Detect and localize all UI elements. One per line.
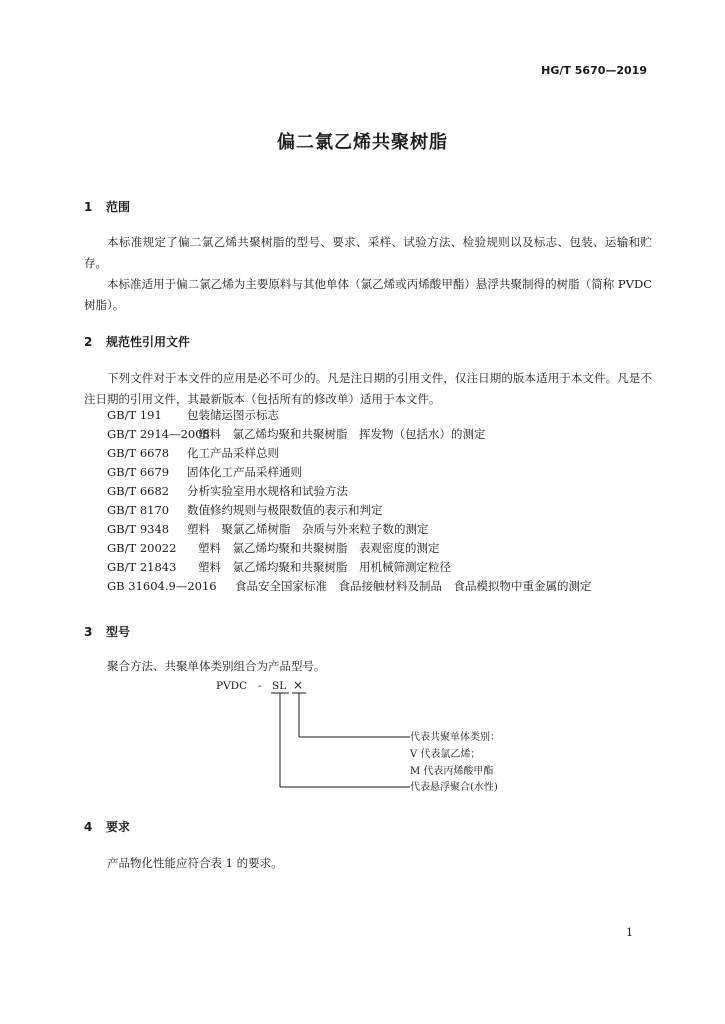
scope-paragraph-2: 本标准适用于偏二氯乙烯为主要原料与其他单体（氯乙烯或丙烯酸甲酯）悬浮共聚制得的树脂（简称 PVDC 树脂）。 [84, 277, 652, 312]
diagram-dash: - [258, 680, 262, 692]
section-title: 范围 [106, 200, 131, 214]
section-title: 型号 [106, 625, 131, 639]
diagram-placeholder-x: × [293, 678, 304, 692]
reference-title: 分析实验室用水规格和试验方法 [187, 484, 348, 498]
reference-item [107, 406, 592, 425]
section-4-heading [84, 818, 130, 835]
reference-item [107, 463, 592, 482]
reference-title: 塑料 氯乙烯均聚和共聚树脂 用机械筛测定粒径 [198, 560, 451, 574]
reference-item [107, 501, 592, 520]
reference-item [107, 577, 592, 596]
reference-list [107, 406, 592, 596]
diagram-sl: SL [272, 680, 287, 692]
page-title: 偏二氯乙烯共聚树脂 [277, 132, 448, 153]
section-number: 2 [84, 335, 93, 349]
page-number: 1 [626, 926, 633, 939]
scope-paragraph-1: 本标准规定了偏二氯乙烯共聚树脂的型号、要求、采样、试验方法、检验规则以及标志、包装、运输和贮存。 [84, 235, 652, 270]
reference-title: 塑料 氯乙烯均聚和共聚树脂 表观密度的测定 [198, 541, 440, 555]
reference-code: GB/T 6679 [107, 465, 170, 479]
reference-title: 化工产品采样总则 [187, 446, 279, 460]
reference-title: 固体化工产品采样通则 [187, 465, 302, 479]
model-designation-diagram [200, 675, 540, 800]
diagram-label-m: M 代表丙烯酸甲酯 [410, 766, 494, 777]
reference-code: GB/T 20022 [107, 541, 177, 555]
reference-title: 塑料 氯乙烯均聚和共聚树脂 挥发物（包括水）的测定 [198, 427, 486, 441]
section-number: 4 [84, 820, 93, 834]
reference-code: GB/T 2914—2008 [107, 427, 210, 441]
reference-item [107, 444, 592, 463]
reference-title: 数值修约规则与极限数值的表示和判定 [187, 503, 383, 517]
section-3-heading [84, 623, 130, 640]
reference-code: GB/T 8170 [107, 503, 170, 517]
reference-title: 塑料 聚氯乙烯树脂 杂质与外来粒子数的测定 [187, 522, 429, 536]
reference-title: 食品安全国家标准 食品接触材料及制品 食品模拟物中重金属的测定 [235, 579, 592, 593]
section-number: 1 [84, 200, 93, 214]
requirements-text: 产品物化性能应符合表 1 的要求。 [107, 856, 283, 870]
document-code: HG/T 5670—2019 [541, 64, 647, 77]
reference-item [107, 520, 592, 539]
section-number: 3 [84, 625, 93, 639]
reference-code: GB/T 6678 [107, 446, 170, 460]
diagram-prefix-pvdc: PVDC [216, 680, 248, 692]
diagram-label-v: V 代表氯乙烯； [410, 749, 481, 760]
section-2-heading [84, 333, 190, 350]
diagram-label-monomer: 代表共聚单体类别： [410, 732, 500, 743]
refs-intro-paragraph: 下列文件对于本文件的应用是必不可少的。凡是注日期的引用文件，仅注日期的版本适用于本文件。凡是不注日期的引用文件，其最新版本（包括所有的修改单）适用于本文件。 [84, 371, 652, 406]
section-1-heading [84, 198, 130, 215]
reference-code: GB 31604.9—2016 [107, 579, 217, 593]
reference-item [107, 482, 592, 501]
reference-title: 包装储运图示标志 [187, 408, 279, 422]
reference-code: GB/T 6682 [107, 484, 170, 498]
section-title: 要求 [106, 820, 131, 834]
model-intro: 聚合方法、共聚单体类别组合为产品型号。 [107, 659, 326, 673]
section-title: 规范性引用文件 [106, 335, 191, 349]
reference-code: GB/T 191 [107, 408, 162, 422]
reference-item [107, 558, 592, 577]
reference-code: GB/T 21843 [107, 560, 177, 574]
reference-item [107, 539, 592, 558]
reference-item [107, 425, 592, 444]
reference-code: GB/T 9348 [107, 522, 170, 536]
diagram-label-suspension: 代表悬浮聚合(水性) [410, 782, 498, 793]
